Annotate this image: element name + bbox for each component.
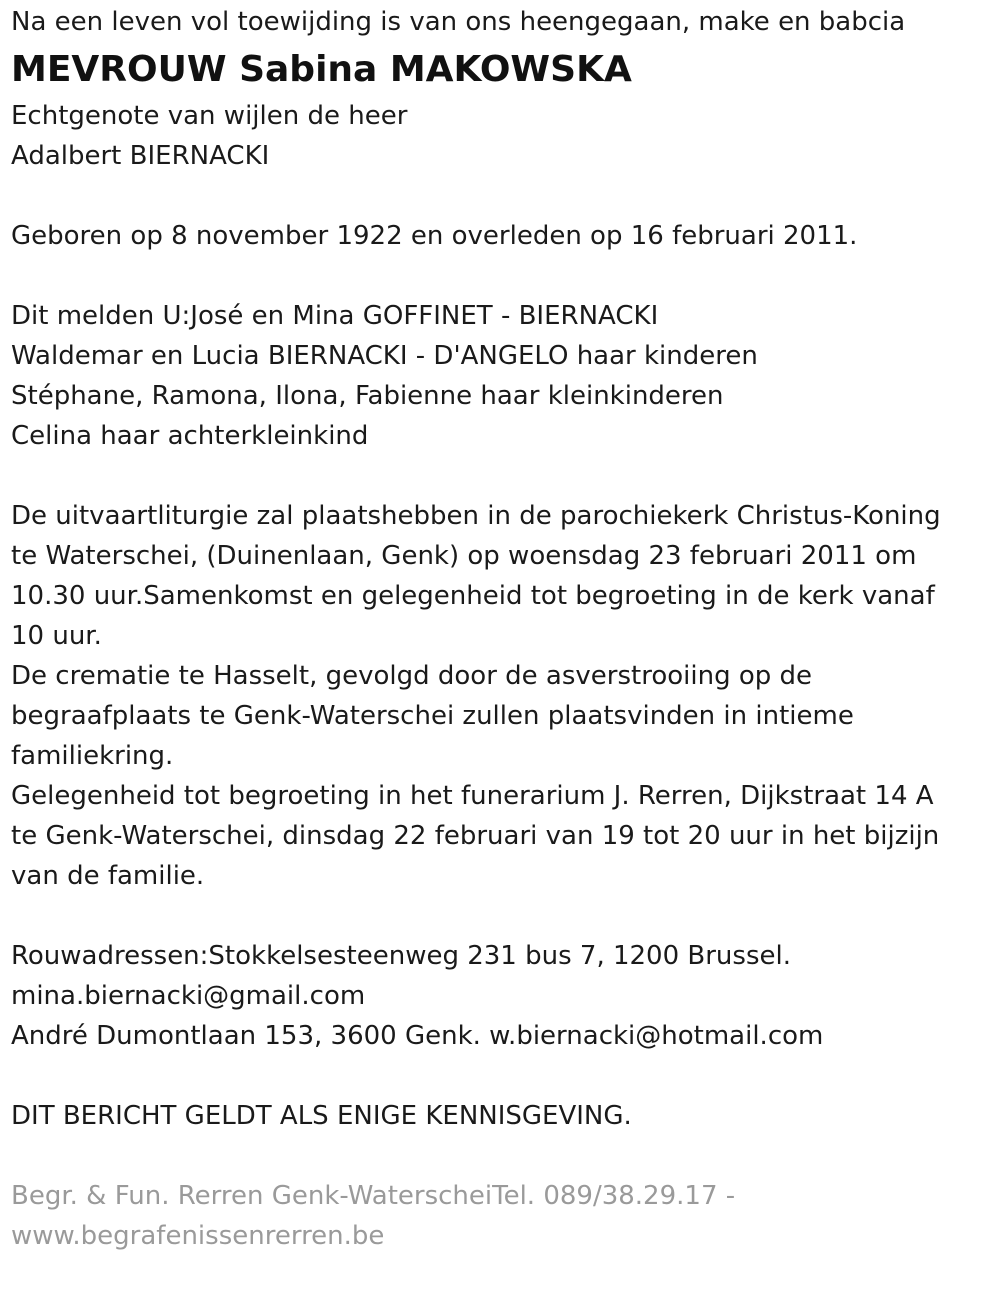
obituary-notice xyxy=(11,2,986,1256)
mourning-addresses xyxy=(11,936,986,1056)
ceremony-line: 10.30 uur.Samenkomst en gelegenheid tot begroeting in de kerk vanaf xyxy=(11,581,935,611)
family-line: Dit melden U:José en Mina GOFFINET - BIERNACKI xyxy=(11,301,659,331)
ceremony-line: van de familie. xyxy=(11,861,205,891)
footer-line: Begr. & Fun. Rerren Genk-WaterscheiTel. 089/38.29.17 - xyxy=(11,1181,736,1211)
ceremony-line: begraafplaats te Genk-Waterschei zullen plaatsvinden in intieme xyxy=(11,701,854,731)
address-line: André Dumontlaan 153, 3600 Genk. w.biernacki@hotmail.com xyxy=(11,1021,824,1051)
birth-death-dates: Geboren op 8 november 1922 en overleden op 16 februari 2011. xyxy=(11,221,858,251)
ceremony-line: Gelegenheid tot begroeting in het funerarium J. Rerren, Dijkstraat 14 A xyxy=(11,781,934,811)
family-line: Stéphane, Ramona, Ilona, Fabienne haar kleinkinderen xyxy=(11,381,724,411)
spacer xyxy=(11,1056,986,1096)
intro-line: Na een leven vol toewijding is van ons heengegaan, make en babcia xyxy=(11,7,906,37)
notice-line: DIT BERICHT GELDT ALS ENIGE KENNISGEVING. xyxy=(11,1101,632,1131)
spacer xyxy=(11,456,986,496)
ceremony-line: te Genk-Waterschei, dinsdag 22 februari van 19 tot 20 uur in het bijzijn xyxy=(11,821,940,851)
family-announcement xyxy=(11,296,986,456)
funeral-home-footer xyxy=(11,1176,986,1256)
address-line: Rouwadressen:Stokkelsesteenweg 231 bus 7, 1200 Brussel. xyxy=(11,941,791,971)
spacer xyxy=(11,256,986,296)
spacer xyxy=(11,896,986,936)
spouse-line: Echtgenote van wijlen de heer xyxy=(11,101,408,131)
email-line: mina.biernacki@gmail.com xyxy=(11,981,366,1011)
ceremony-line: familiekring. xyxy=(11,741,174,771)
footer-website: www.begrafenissenrerren.be xyxy=(11,1221,385,1251)
ceremony-line: De uitvaartliturgie zal plaatshebben in de parochiekerk Christus-Koning xyxy=(11,501,941,531)
family-line: Waldemar en Lucia BIERNACKI - D'ANGELO haar kinderen xyxy=(11,341,758,371)
deceased-name: MEVROUW Sabina MAKOWSKA xyxy=(11,49,632,90)
ceremony-details xyxy=(11,496,986,896)
ceremony-line: te Waterschei, (Duinenlaan, Genk) op woensdag 23 februari 2011 om xyxy=(11,541,917,571)
spacer xyxy=(11,1136,986,1176)
family-line: Celina haar achterkleinkind xyxy=(11,421,369,451)
spouse-name-line: Adalbert BIERNACKI xyxy=(11,141,270,171)
ceremony-line: De crematie te Hasselt, gevolgd door de asverstrooiing op de xyxy=(11,661,813,691)
spacer xyxy=(11,176,986,216)
ceremony-line: 10 uur. xyxy=(11,621,102,651)
